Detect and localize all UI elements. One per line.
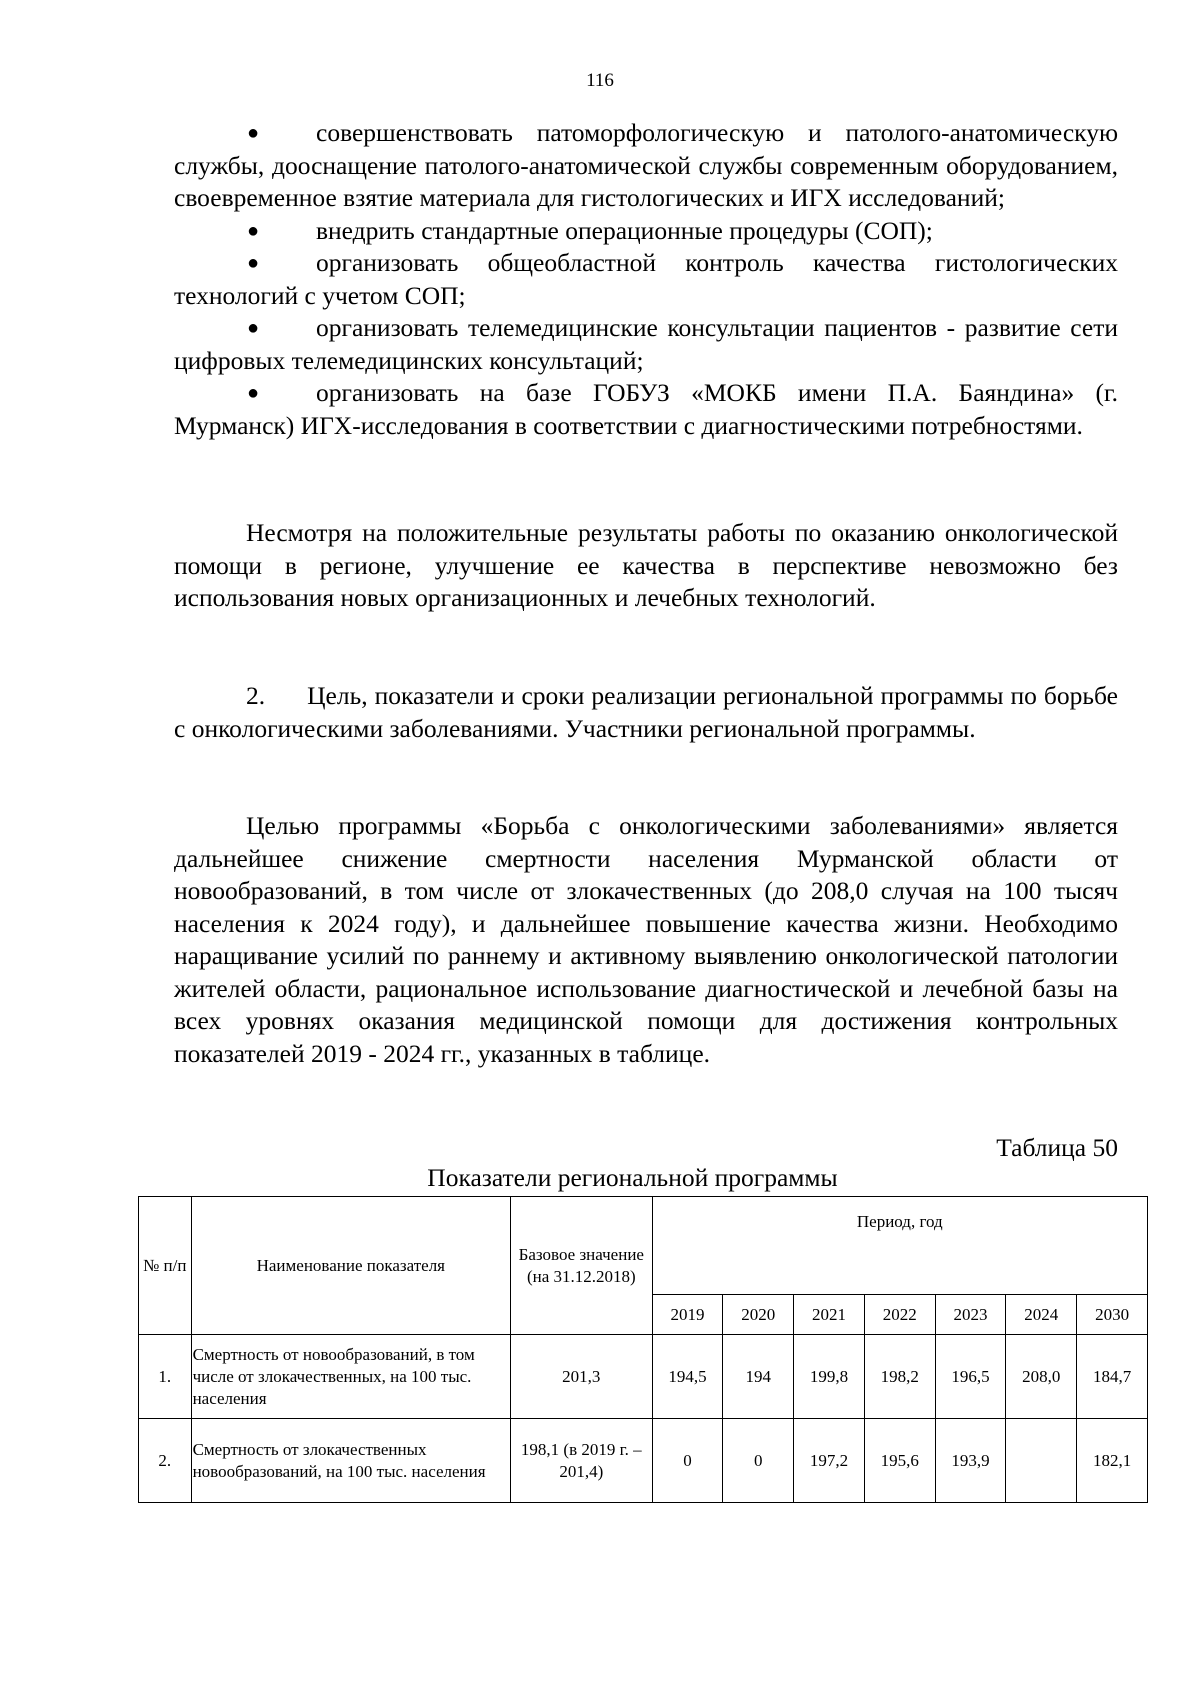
row-value: 197,2 <box>794 1419 865 1503</box>
header-number: № п/п <box>139 1197 192 1335</box>
row-value: 193,9 <box>935 1419 1006 1503</box>
header-year: 2022 <box>864 1295 935 1335</box>
row-name: Смертность от злокачественных новообразований, на 100 тыс. населения <box>191 1419 510 1503</box>
bullet-text: совершенствовать патоморфологическую и патолого-анатомическую службы, дооснащение патолого-анатомической службы современным оборудованием, своевременное взятие материала для гистологических и ИГХ исследований; <box>174 118 1118 212</box>
bullet-icon: ● <box>247 122 260 144</box>
page-number: 116 <box>586 70 614 91</box>
header-period: Период, год <box>652 1197 1147 1295</box>
header-year: 2021 <box>794 1295 865 1335</box>
table-title: Показатели региональной программы <box>427 1163 838 1192</box>
header-name: Наименование показателя <box>191 1197 510 1335</box>
header-year: 2020 <box>723 1295 794 1335</box>
list-item <box>174 312 1118 377</box>
row-value <box>1006 1419 1077 1503</box>
section-heading: 2. Цель, показатели и сроки реализации региональной программы по борьбе с онкологическими заболеваниями. Участники региональной программы. <box>174 681 1118 743</box>
paragraph-goal: Целью программы «Борьба с онкологическими заболеваниями» является дальнейшее снижение смертности населения Мурманской области от новообразований, в том числе от злокачественных (до 208,0 случая на 100 тысяч населения к 2024 году), и дальнейшее повышение качества жизни. Необходимо наращивание усилий по раннему и активному выявлению онкологической патологии жителей области, рациональное использование диагностической и лечебной базы на всех уровнях оказания медицинской помощи для достижения контрольных показателей 2019 - 2024 гг., указанных в таблице. <box>174 811 1118 1068</box>
row-value: 0 <box>723 1419 794 1503</box>
bullet-text: организовать на базе ГОБУЗ «МОКБ имени П.А. Баяндина» (г. Мурманск) ИГХ-исследования в соответствии с диагностическими потребностями. <box>174 378 1118 440</box>
list-item <box>174 247 1118 312</box>
header-year: 2030 <box>1077 1295 1148 1335</box>
list-item <box>174 377 1118 442</box>
header-year: 2019 <box>652 1295 723 1335</box>
bullet-text: организовать общеобластной контроль качества гистологических технологий с учетом СОП; <box>174 248 1118 310</box>
row-value: 199,8 <box>794 1335 865 1419</box>
bullet-icon: ● <box>247 382 260 404</box>
bullet-icon: ● <box>247 252 260 274</box>
row-base: 201,3 <box>511 1335 653 1419</box>
row-value: 194 <box>723 1335 794 1419</box>
bullet-list <box>174 117 1118 442</box>
row-value: 208,0 <box>1006 1335 1077 1419</box>
bullet-icon: ● <box>247 317 260 339</box>
row-value: 194,5 <box>652 1335 723 1419</box>
table-number: Таблица 50 <box>996 1133 1118 1162</box>
row-base: 198,1 (в 2019 г. – 201,4) <box>511 1419 653 1503</box>
row-value: 0 <box>652 1419 723 1503</box>
table-row <box>139 1419 1148 1503</box>
row-number: 2. <box>139 1419 192 1503</box>
row-value: 195,6 <box>864 1419 935 1503</box>
bullet-text: организовать телемедицинские консультации пациентов - развитие сети цифровых телемедицинских консультаций; <box>174 313 1118 375</box>
list-item <box>174 215 1118 248</box>
bullet-text: внедрить стандартные операционные процедуры (СОП); <box>316 215 933 245</box>
row-value: 182,1 <box>1077 1419 1148 1503</box>
indicators-table <box>138 1196 1148 1503</box>
row-value: 196,5 <box>935 1335 1006 1419</box>
table-header-row <box>139 1197 1148 1295</box>
row-value: 184,7 <box>1077 1335 1148 1419</box>
row-number: 1. <box>139 1335 192 1419</box>
row-name: Смертность от новообразований, в том числе от злокачественных, на 100 тыс. населения <box>191 1335 510 1419</box>
list-item <box>174 117 1118 215</box>
header-year: 2023 <box>935 1295 1006 1335</box>
bullet-icon: ● <box>247 219 260 242</box>
paragraph-conclusion: Несмотря на положительные результаты работы по оказанию онкологической помощи в регионе, улучшение ее качества в перспективе невозможно без использования новых организационных и лечебных технологий. <box>174 518 1118 612</box>
header-year: 2024 <box>1006 1295 1077 1335</box>
row-value: 198,2 <box>864 1335 935 1419</box>
header-base: Базовое значение (на 31.12.2018) <box>511 1197 653 1335</box>
table-row <box>139 1335 1148 1419</box>
